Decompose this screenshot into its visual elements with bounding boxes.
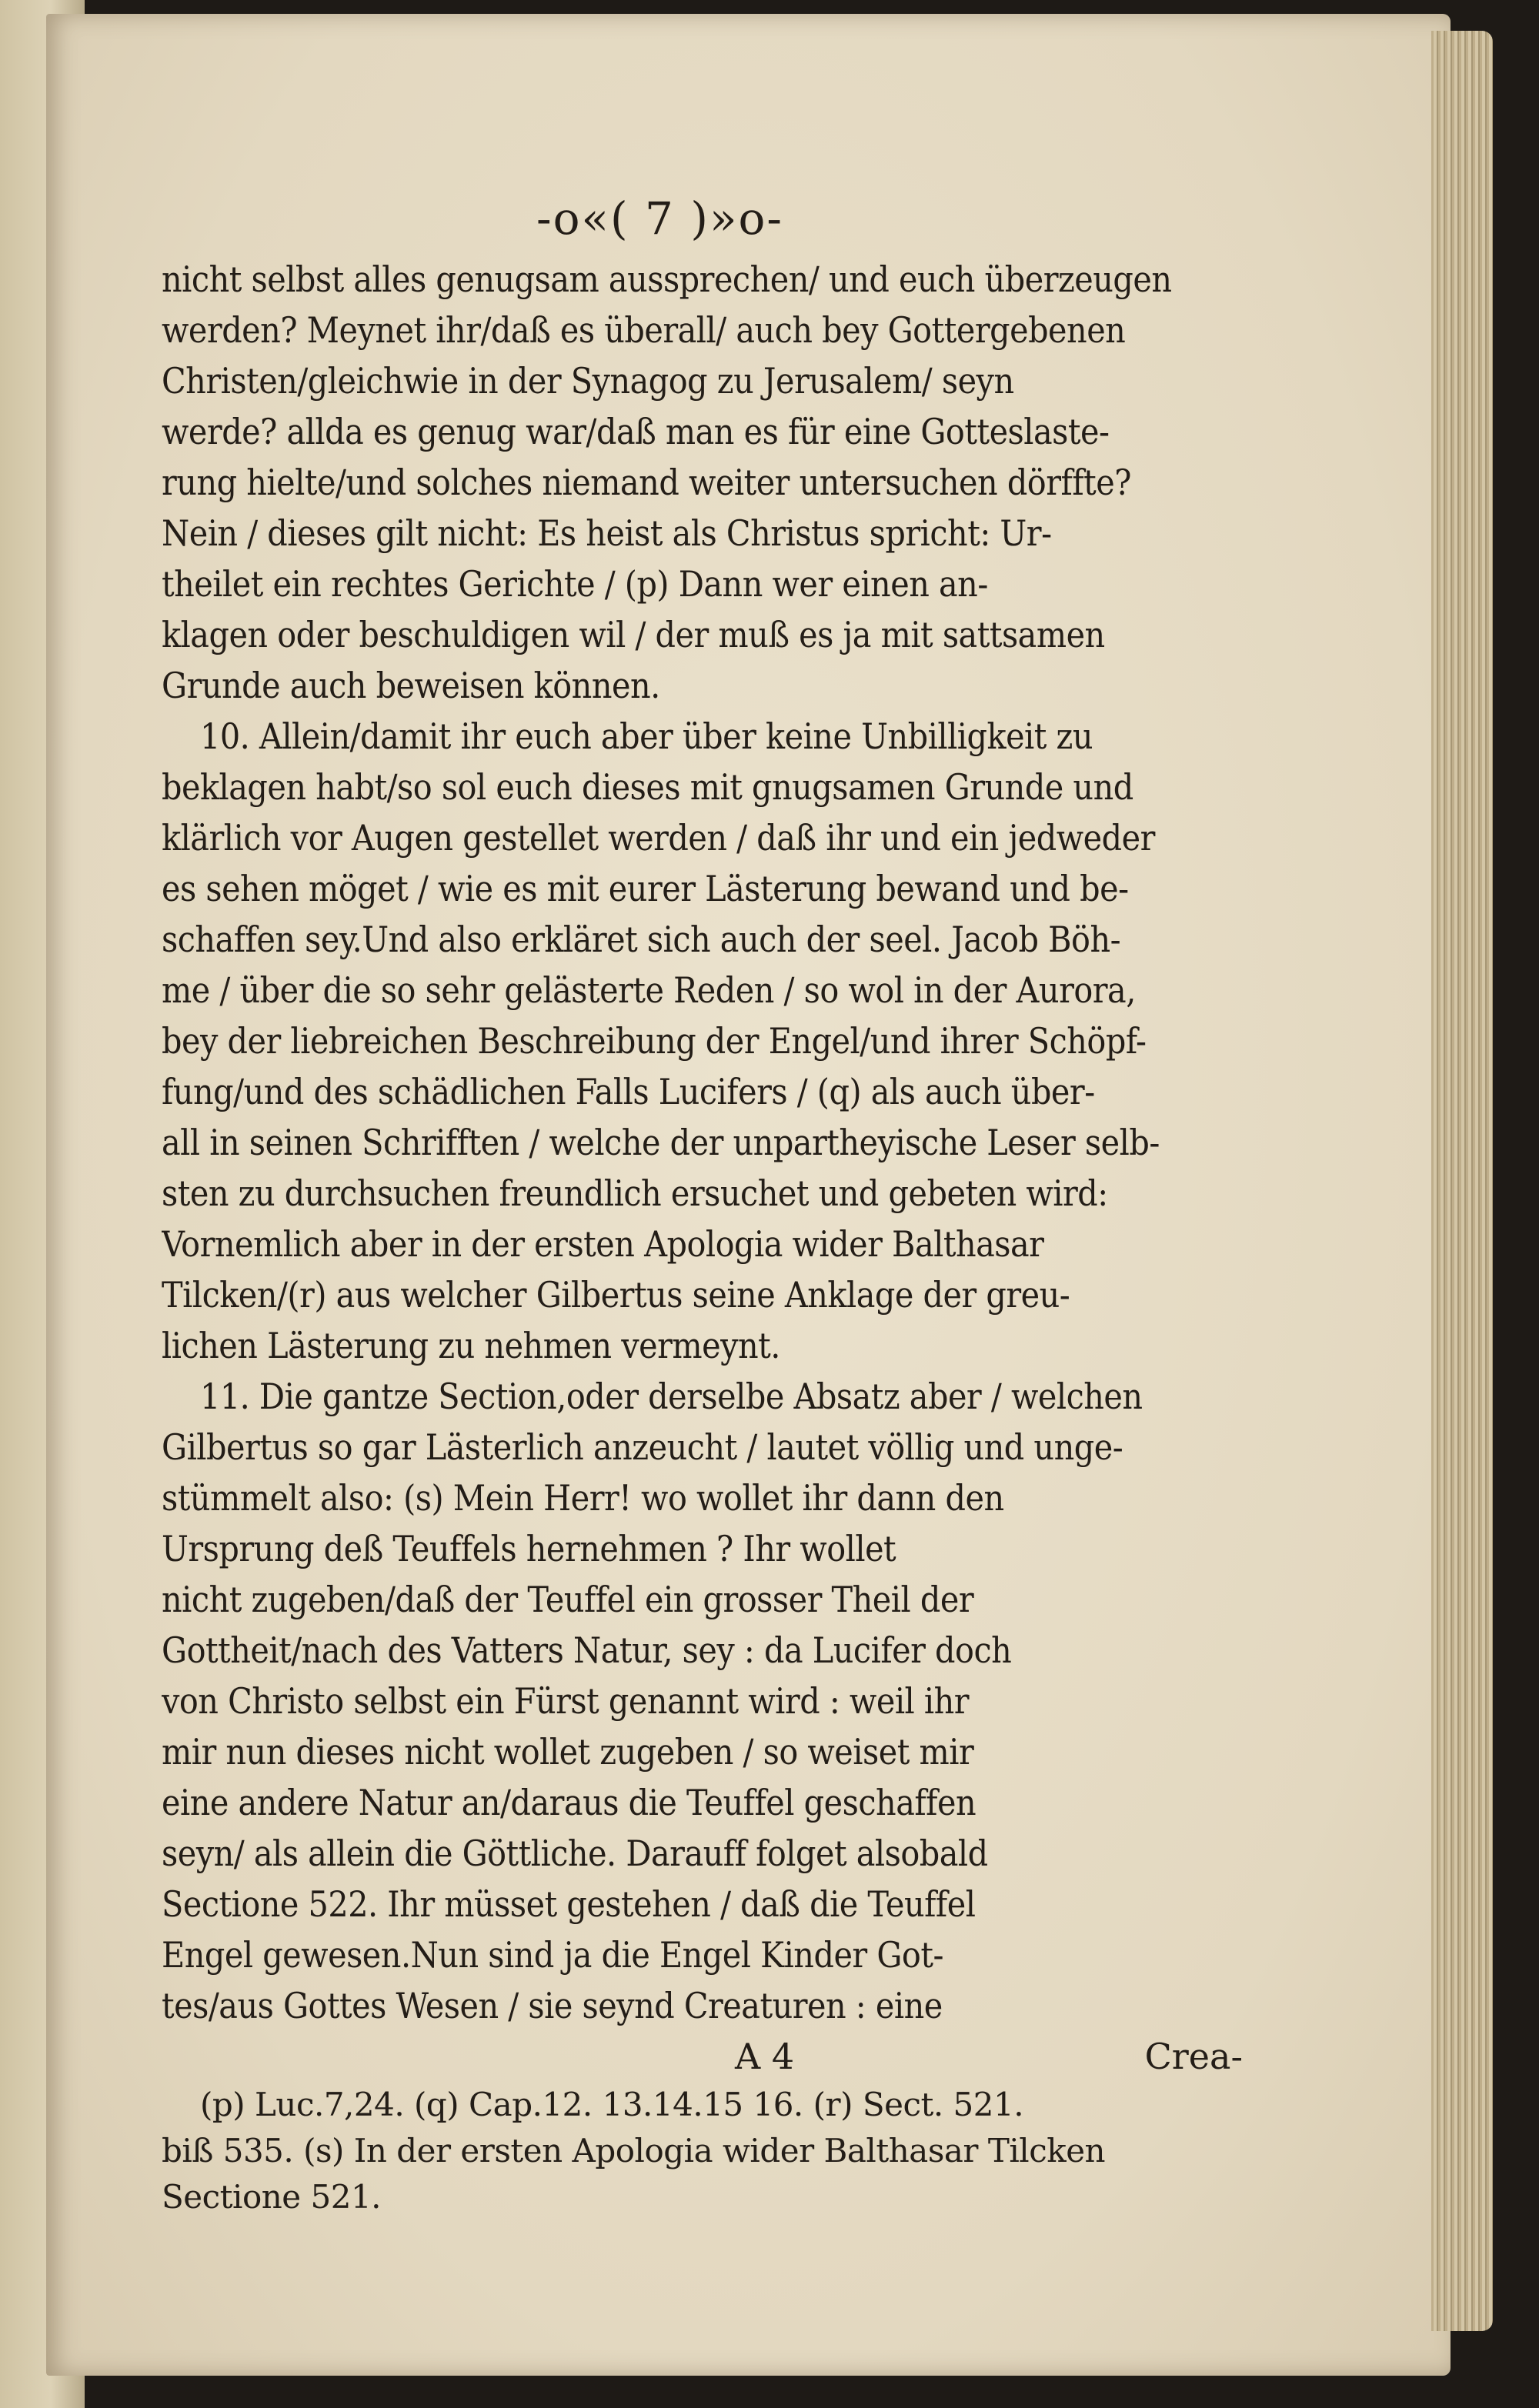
page-stack-edge	[1431, 31, 1493, 2331]
text-line: Ursprung deß Teuffels hernehmen ? Ihr wollet	[162, 1528, 896, 1569]
text-line: theilet ein rechtes Gerichte / (p) Dann wer einen an-	[162, 563, 988, 605]
footnote-line: biß 535. (s) In der ersten Apologia wider Balthasar Tilcken	[162, 2132, 1106, 2170]
text-line: mir nun dieses nicht wollet zugeben / so weiset mir	[162, 1731, 974, 1773]
text-line: 10. Allein/damit ihr euch aber über keine Unbilligkeit zu	[200, 715, 1093, 757]
signature-catchword-line	[162, 2031, 1243, 2082]
text-line: seyn/ als allein die Göttliche. Darauff folget alsobald	[162, 1833, 988, 1874]
text-line: nicht zugeben/daß der Teuffel ein grosser Theil der	[162, 1579, 974, 1620]
page-number-header: -ο«( 7 )»ο-	[536, 192, 784, 245]
text-line: werde? allda es genug war/daß man es für eine Gotteslaste-	[162, 411, 1110, 452]
footnote-line: Sectione 521.	[162, 2178, 382, 2216]
text-line: Nein / dieses gilt nicht: Es heist als Christus spricht: Ur-	[162, 512, 1052, 554]
text-line: tes/aus Gottes Wesen / sie seynd Creaturen : eine	[162, 1985, 943, 2026]
footnotes	[162, 2082, 1243, 2220]
text-line: Gilbertus so gar Lästerlich anzeucht / lautet völlig und unge-	[162, 1426, 1123, 1468]
signature-mark: A 4	[735, 2036, 795, 2077]
text-line: fung/und des schädlichen Falls Lucifers / (q) als auch über-	[162, 1071, 1095, 1112]
text-line: Engel gewesen.Nun sind ja die Engel Kinder Got-	[162, 1934, 943, 1976]
text-line: schaffen sey.Und also erkläret sich auch der seel. Jacob Böh-	[162, 919, 1121, 960]
text-line: klärlich vor Augen gestellet werden / daß ihr und ein jedweder	[162, 817, 1155, 859]
text-line: sten zu durchsuchen freundlich ersuchet und gebeten wird:	[162, 1172, 1108, 1214]
page-text-block	[162, 192, 1243, 2220]
text-line: Christen/gleichwie in der Synagog zu Jerusalem/ seyn	[162, 360, 1014, 402]
text-line: es sehen möget / wie es mit eurer Lästerung bewand und be-	[162, 868, 1129, 909]
text-line: me / über die so sehr gelästerte Reden / so wol in der Aurora,	[162, 969, 1136, 1011]
text-line: 11. Die gantze Section,oder derselbe Absatz aber / welchen	[200, 1376, 1143, 1417]
text-line: bey der liebreichen Beschreibung der Engel/und ihrer Schöpf-	[162, 1020, 1147, 1062]
text-line: von Christo selbst ein Fürst genannt wird : weil ihr	[162, 1680, 970, 1722]
text-line: Gottheit/nach des Vatters Natur, sey : da Lucifer doch	[162, 1629, 1012, 1671]
text-line: rung hielte/und solches niemand weiter untersuchen dörffte?	[162, 462, 1131, 503]
text-line: nicht selbst alles genugsam aussprechen/ und euch überzeugen	[162, 258, 1172, 300]
text-line: Vornemlich aber in der ersten Apologia wider Balthasar	[162, 1223, 1044, 1265]
text-line: Tilcken/(r) aus welcher Gilbertus seine Anklage der greu-	[162, 1274, 1070, 1316]
text-line: Sectione 522. Ihr müsset gestehen / daß die Teuffel	[162, 1883, 976, 1925]
text-line: all in seinen Schrifften / welche der unpartheyische Leser selb-	[162, 1122, 1160, 1163]
text-line: lichen Lästerung zu nehmen vermeynt.	[162, 1325, 780, 1366]
text-line: werden? Meynet ihr/daß es überall/ auch bey Gottergebenen	[162, 309, 1126, 351]
text-line: klagen oder beschuldigen wil / der muß es ja mit sattsamen	[162, 614, 1105, 655]
text-line: Grunde auch beweisen können.	[162, 665, 660, 706]
text-line: eine andere Natur an/daraus die Teuffel geschaffen	[162, 1782, 976, 1823]
catchword: Crea-	[1144, 2036, 1243, 2077]
text-line: stümmelt also: (s) Mein Herr! wo wollet ihr dann den	[162, 1477, 1004, 1519]
text-line: beklagen habt/so sol euch dieses mit gnugsamen Grunde und	[162, 766, 1133, 808]
footnote-line: (p) Luc.7,24. (q) Cap.12. 13.14.15 16. (r) Sect. 521.	[200, 2086, 1024, 2123]
body-text	[162, 254, 1243, 2031]
